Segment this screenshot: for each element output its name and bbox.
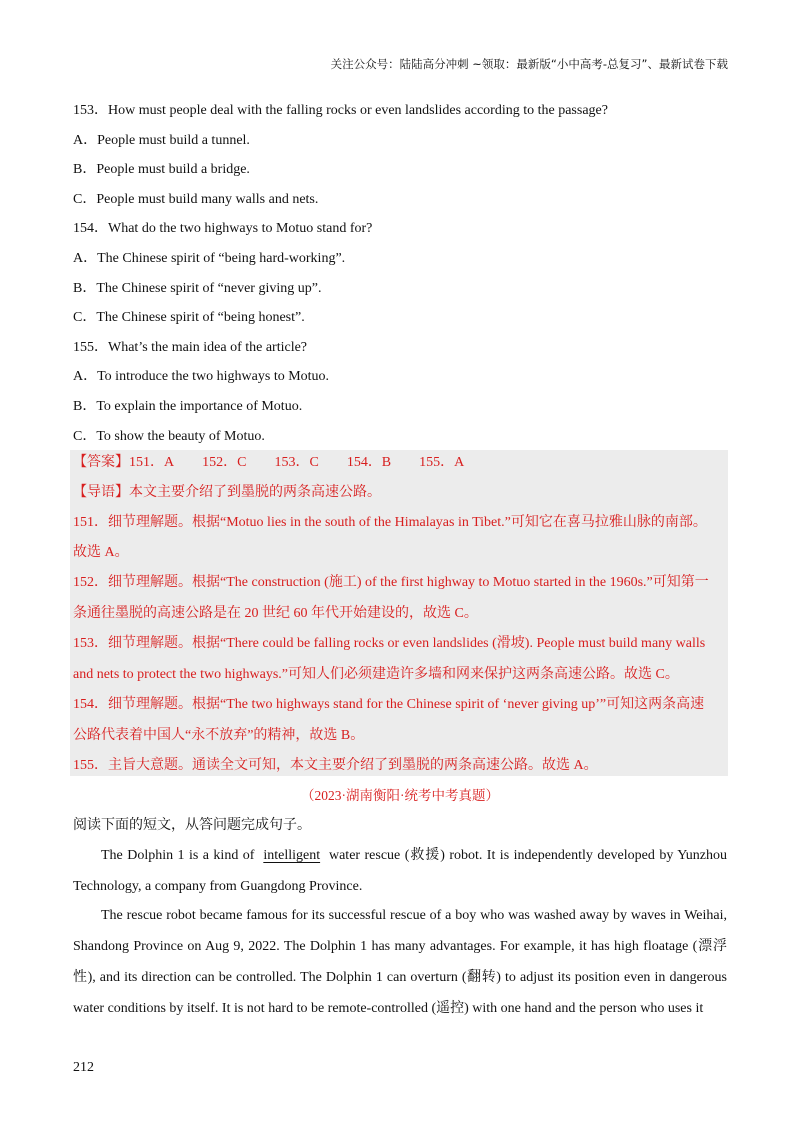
option-155-a: A．To introduce the two highways to Motuo. <box>73 369 330 385</box>
explanation-153-line2: and nets to protect the two highways.”可知人们必须建造许多墙和网来保护这两条高速公路。故选 C。 <box>73 667 679 682</box>
explanation-154-line2: 公路代表着中国人“永不放弃”的精神，故选 B。 <box>73 728 365 743</box>
page-number: 212 <box>73 1060 94 1075</box>
explanation-152-line2: 条通往墨脱的高速公路是在 20 世纪 60 年代开始建设的，故选 C。 <box>73 606 478 621</box>
explanation-155: 155．主旨大意题。通读全文可知，本文主要介绍了到墨脱的两条高速公路。故选 A。 <box>73 758 598 773</box>
source-note: （2023·湖南衡阳·统考中考真题） <box>301 788 499 803</box>
question-154: 154．What do the two highways to Motuo stand for? <box>73 221 373 237</box>
passage-paragraph-2: The rescue robot became famous for its successful rescue of a boy who was washed away by waves in Weihai, Shandong Province on Aug 9, 2022. The Dolphin 1 has many advantages. For example, it has high floatage (漂浮性), and its direction can be controlled. The Dolphin 1 can overturn (翻转) to adjust its position even in dangerous water conditions by itself. It is not hard to be remote-controlled (遥控) with one hand and the person who uses it <box>73 908 727 1016</box>
option-153-c: C．People must build many walls and nets. <box>73 191 319 207</box>
page-header: 关注公众号：陆陆高分冲刺 ~领取：最新版“小中高考-总复习”、最新试卷下载 <box>330 57 728 71</box>
answer-line <box>73 448 464 478</box>
p1-before: The Dolphin 1 is a kind of <box>101 848 255 863</box>
option-153-b: B．People must build a bridge. <box>73 162 250 178</box>
option-154-b: B．The Chinese spirit of “never giving up”. <box>73 280 322 296</box>
option-155-c: C．To show the beauty of Motuo. <box>73 428 265 444</box>
option-154-a: A．The Chinese spirit of “being hard-working”. <box>73 250 346 266</box>
passage-paragraph-1 <box>73 840 727 902</box>
explanation-151-line1: 151．细节理解题。根据“Motuo lies in the south of the Himalayas in Tibet.”可知它在喜马拉雅山脉的南部。 <box>73 515 707 530</box>
underlined-word: intelligent <box>263 848 321 863</box>
question-list <box>73 96 727 451</box>
answer-151: 151．A <box>129 455 175 470</box>
reading-instruction: 阅读下面的短文，从答问题完成句子。 <box>73 818 311 833</box>
answer-label: 【答案】 <box>73 455 129 470</box>
explanation-154-line1: 154．细节理解题。根据“The two highways stand for the Chinese spirit of ‘never giving up’”可知这两条高速 <box>73 697 705 712</box>
answer-155: 155．A <box>419 455 465 470</box>
question-155: 155．What’s the main idea of the article? <box>73 339 308 355</box>
p1-after: water rescue (救援) robot. It is independently developed by Yunzhou Technology, a company from Guangdong Province. <box>73 848 728 894</box>
explanation-151-line2: 故选 A。 <box>73 545 129 560</box>
option-153-a: A．People must build a tunnel. <box>73 132 250 148</box>
answer-153: 153．C <box>274 455 319 470</box>
answer-154: 154．B <box>346 455 392 470</box>
guide-line: 【导语】本文主要介绍了到墨脱的两条高速公路。 <box>73 485 381 500</box>
answer-152: 152．C <box>202 455 247 470</box>
question-153: 153．How must people deal with the falling rocks or even landslides according to the passage? <box>73 103 608 118</box>
option-155-b: B．To explain the importance of Motuo. <box>73 398 303 414</box>
option-154-c: C．The Chinese spirit of “being honest”. <box>73 310 305 326</box>
explanation-152-line1: 152．细节理解题。根据“The construction (施工) of the first highway to Motuo started in the 1960s.”可知第一 <box>73 575 709 590</box>
explanation-153-line1: 153．细节理解题。根据“There could be falling rocks or even landslides (滑坡). People must build many walls <box>73 636 706 651</box>
